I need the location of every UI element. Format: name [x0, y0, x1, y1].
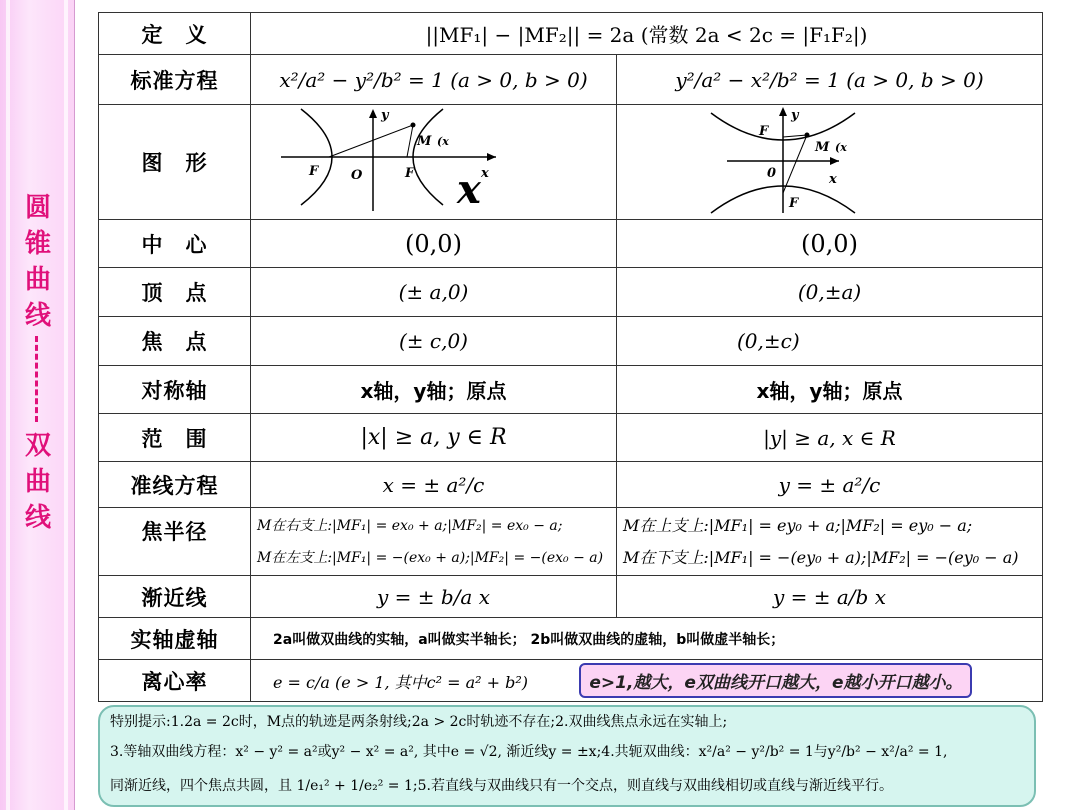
graph-label-f2: F — [759, 124, 769, 139]
point-m — [411, 123, 416, 128]
tips-line-1: 特别提示:1.2a = 2c时，M点的轨迹是两条射线;2a > 2c时轨迹不存在;2.双曲线焦点永远在实轴上; — [110, 714, 728, 730]
focal-radius-right — [617, 508, 1043, 576]
hyperbola-horizontal-graph — [251, 105, 615, 215]
sidebar-stripe — [6, 0, 10, 810]
equation-left-cond: (a > 0, b > 0) — [450, 67, 588, 92]
row-focal-radius — [99, 508, 1043, 576]
eccentricity-cell — [251, 660, 1043, 702]
sidebar-stripe — [64, 0, 68, 810]
graph-label-y: y — [791, 108, 799, 123]
label-directrix: 准线方程 — [99, 462, 251, 508]
tips-line-2: 3.等轴双曲线方程：x² − y² = a²或y² − x² = a², 其中e = √2, 渐近线y = ±x;4.共轭双曲线：x²/a² − y²/b² = 1与y²/b² − x²/a² = 1, — [110, 744, 948, 760]
row-real-imaginary-axis — [99, 618, 1043, 660]
focal-radius-left — [251, 508, 617, 576]
graph-label-f1: F — [309, 164, 319, 179]
hyperbola-table — [98, 12, 1043, 702]
hyperbola-vertical-graph — [617, 105, 1041, 215]
sidebar-char: 曲 — [24, 265, 51, 295]
y-axis-arrow — [779, 107, 787, 116]
sidebar-char: 线 — [24, 301, 51, 331]
x-axis-arrow — [487, 153, 496, 161]
graph-label-y: y — [381, 108, 389, 123]
focal-radius-left-line2: M在左支上:|MF₁| = −(ex₀ + a);|MF₂| = −(ex₀ − a) — [257, 549, 604, 566]
focal-radius-right-line2: M在下支上:|MF₁| = −(ey₀ + a);|MF₂| = −(ey₀ − a) — [623, 547, 1019, 567]
symmetry-axis-right: x轴，y轴；原点 — [617, 366, 1043, 414]
eccentricity-value: e = c/a (e > 1, 其中c² = a² + b²) — [273, 673, 529, 692]
graph-label-o: O — [351, 168, 363, 183]
label-symmetry-axis: 对称轴 — [99, 366, 251, 414]
eccentricity-note: e>1,越大，e双曲线开口越大，e越小开口越小。 — [579, 663, 972, 698]
focal-radius-left-line1: M在右支上:|MF₁| = ex₀ + a;|MF₂| = ex₀ − a; — [257, 517, 563, 534]
graph-left — [251, 105, 617, 220]
range-right: |y| ≥ a, x ∈ R — [617, 414, 1043, 462]
sidebar-title — [20, 190, 56, 536]
focus-left: (± c,0) — [251, 317, 617, 366]
row-asymptote — [99, 576, 1043, 618]
sidebar-dash — [35, 336, 42, 422]
vertex-right: (0,±a) — [617, 268, 1043, 317]
point-m — [805, 133, 810, 138]
row-directrix — [99, 462, 1043, 508]
real-imaginary-value: 2a叫做双曲线的实轴，a叫做实半轴长； 2b叫做双曲线的虚轴，b叫做虚半轴长； — [251, 618, 1043, 660]
range-left: |x| ≥ a, y ∈ R — [251, 414, 617, 462]
row-graph — [99, 105, 1043, 220]
symmetry-axis-left: x轴，y轴；原点 — [251, 366, 617, 414]
sidebar-char: 圆 — [24, 193, 51, 223]
label-center: 中 心 — [99, 220, 251, 268]
row-range — [99, 414, 1043, 462]
equation-right-lhs: y²/a² − x²/b² = 1 — [675, 67, 840, 92]
row-definition — [99, 13, 1043, 55]
equation-right — [617, 55, 1043, 105]
label-focal-radius: 焦半径 — [99, 508, 251, 576]
focus-right: (0,±c) — [617, 317, 1043, 366]
label-graph: 图 形 — [99, 105, 251, 220]
focal-line-2 — [407, 125, 413, 157]
label-asymptote: 渐近线 — [99, 576, 251, 618]
row-symmetry-axis — [99, 366, 1043, 414]
label-real-imaginary-axis: 实轴虚轴 — [99, 618, 251, 660]
directrix-left: x = ± a²/c — [251, 462, 617, 508]
row-focus — [99, 317, 1043, 366]
graph-label-x: x — [829, 172, 837, 187]
tips-line-3: 同渐近线，四个焦点共圆，且 1/e₁² + 1/e₂² = 1;5.若直线与双曲线只有一个交点，则直线与双曲线相切或直线与渐近线平行。 — [110, 778, 893, 794]
x-axis-arrow — [830, 157, 839, 165]
equation-right-cond: (a > 0, b > 0) — [846, 67, 984, 92]
vertex-left: (± a,0) — [251, 268, 617, 317]
focal-line-1 — [329, 125, 413, 157]
graph-label-m: M — [417, 134, 432, 149]
row-vertex — [99, 268, 1043, 317]
equation-left — [251, 55, 617, 105]
asymptote-left: y = ± b/a x — [251, 576, 617, 618]
sidebar — [0, 0, 75, 810]
sidebar-char: 双 — [24, 431, 51, 461]
graph-label-x: x — [481, 166, 489, 181]
row-eccentricity — [99, 660, 1043, 702]
label-standard-equation: 标准方程 — [99, 55, 251, 105]
directrix-right: y = ± a²/c — [617, 462, 1043, 508]
label-focus: 焦 点 — [99, 317, 251, 366]
tips-box — [98, 705, 1036, 807]
label-definition: 定 义 — [99, 13, 251, 55]
graph-label-m-coord: (x — [835, 141, 847, 154]
graph-label-big-x: x — [457, 166, 481, 213]
label-range: 范 围 — [99, 414, 251, 462]
graph-label-f2: F — [405, 166, 415, 181]
sidebar-char: 线 — [24, 503, 51, 533]
sidebar-char: 曲 — [24, 467, 51, 497]
asymptote-right: y = ± a/b x — [617, 576, 1043, 618]
focal-line-2 — [783, 135, 807, 193]
graph-label-f1: F — [789, 196, 799, 211]
graph-right — [617, 105, 1043, 220]
definition-value: ||MF₁| − |MF₂|| = 2a (常数 2a < 2c = |F₁F₂|) — [251, 13, 1043, 55]
center-right: (0,0) — [617, 220, 1043, 268]
row-center — [99, 220, 1043, 268]
label-vertex: 顶 点 — [99, 268, 251, 317]
y-axis-arrow — [369, 109, 377, 118]
graph-label-m-coord: (x — [437, 135, 449, 148]
focal-line-1 — [783, 135, 807, 137]
focal-radius-right-line1: M在上支上:|MF₁| = ey₀ + a;|MF₂| = ey₀ − a; — [623, 515, 973, 535]
equation-left-lhs: x²/a² − y²/b² = 1 — [279, 67, 444, 92]
label-eccentricity: 离心率 — [99, 660, 251, 702]
center-left: (0,0) — [251, 220, 617, 268]
graph-label-m: M — [815, 140, 830, 155]
graph-label-o: 0 — [767, 166, 777, 181]
row-standard-equation — [99, 55, 1043, 105]
sidebar-char: 锥 — [24, 229, 51, 259]
